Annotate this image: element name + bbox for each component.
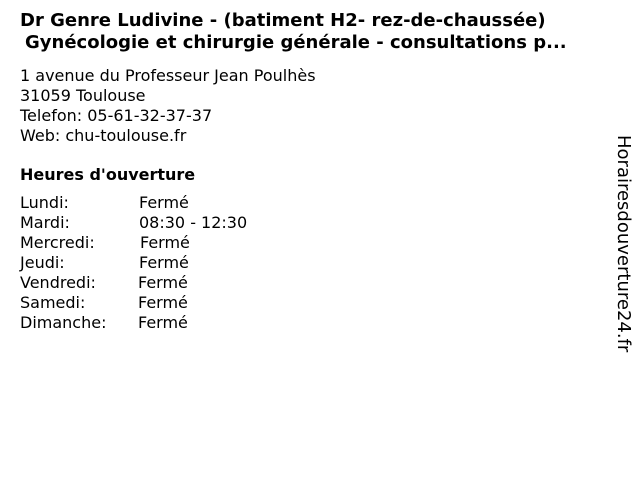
website-link: Web: chu-toulouse.fr — [20, 126, 187, 145]
page-title-line-2: Gynécologie et chirurgie générale - consultations p... — [25, 32, 567, 53]
day-label: Dimanche: — [20, 313, 107, 332]
day-label: Vendredi: — [20, 273, 96, 292]
site-watermark: Horairesdouverture24.fr — [613, 135, 634, 353]
hours-value: Fermé — [138, 273, 188, 292]
hours-value: Fermé — [138, 293, 188, 312]
address-city: 31059 Toulouse — [20, 86, 146, 105]
day-label: Samedi: — [20, 293, 86, 312]
hours-value: Fermé — [140, 233, 190, 252]
day-label: Lundi: — [20, 193, 69, 212]
day-label: Mardi: — [20, 213, 70, 232]
opening-hours-heading: Heures d'ouverture — [20, 165, 196, 184]
hours-value: 08:30 - 12:30 — [139, 213, 248, 232]
phone-number: Telefon: 05-61-32-37-37 — [20, 106, 213, 125]
day-label: Mercredi: — [20, 233, 95, 252]
hours-value: Fermé — [138, 313, 188, 332]
day-label: Jeudi: — [20, 253, 65, 272]
hours-value: Fermé — [139, 253, 189, 272]
address-street: 1 avenue du Professeur Jean Poulhès — [20, 66, 316, 85]
hours-value: Fermé — [139, 193, 189, 212]
page-title-line-1: Dr Genre Ludivine - (batiment H2- rez-de-chaussée) — [20, 10, 546, 31]
